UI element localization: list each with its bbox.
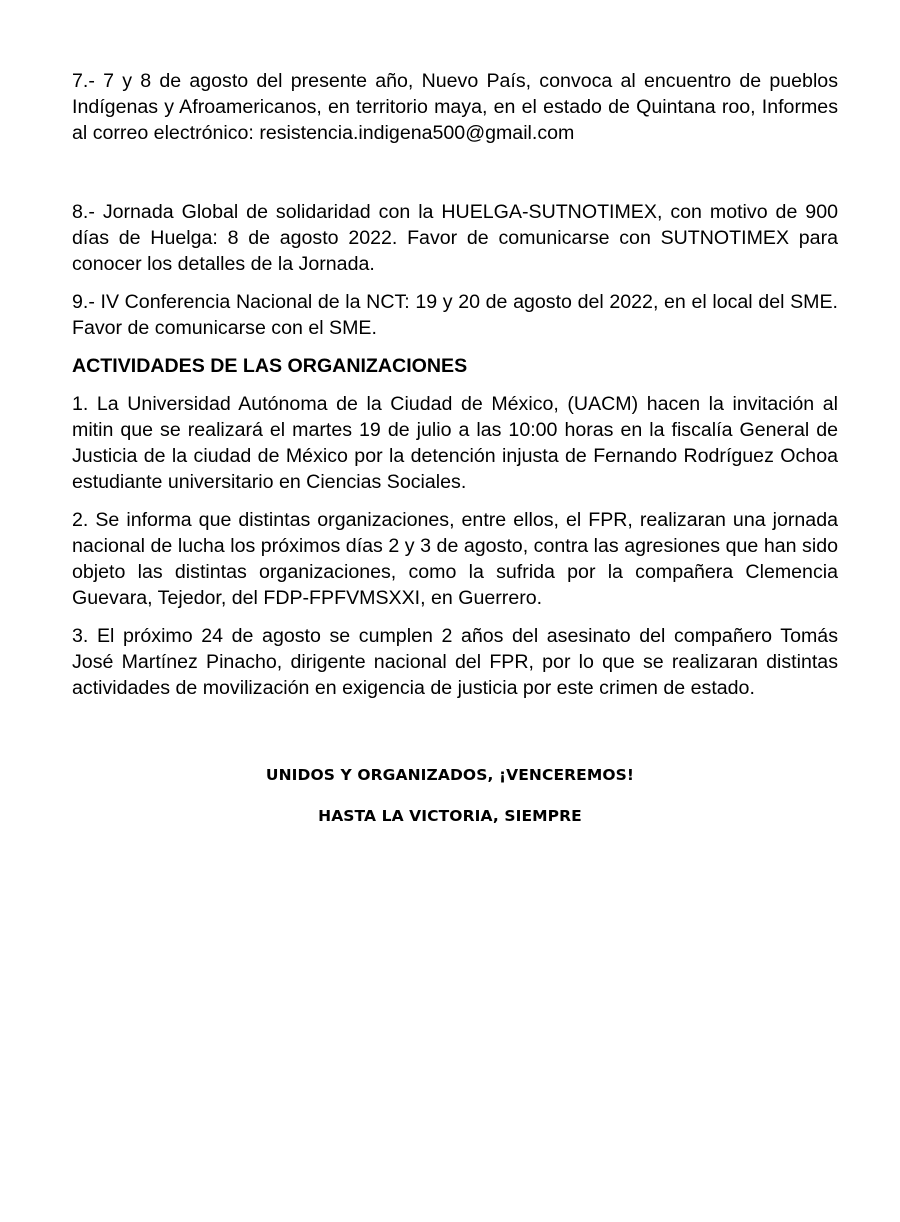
activity-2-paragraph: 2. Se informa que distintas organizaciones, entre ellos, el FPR, realizaran una jornada nacional de lucha los próximos días 2 y 3 de agosto, contra las agresiones que han sido objeto las distintas organizaciones, como la sufrida por la compañera Clemencia Guevara, Tejedor, del FDP-FPFVMSXXI, en Guerrero. bbox=[72, 509, 838, 609]
activity-1-paragraph: 1. La Universidad Autónoma de la Ciudad de México, (UACM) hacen la invitación al mitin que se realizará el martes 19 de julio a las 10:00 horas en la fiscalía General de Justicia de la ciudad de México por la detención injusta de Fernando Rodríguez Ochoa estudiante universitario en Ciencias Sociales. bbox=[72, 393, 838, 493]
activity-3-paragraph: 3. El próximo 24 de agosto se cumplen 2 años del asesinato del compañero Tomás José Martínez Pinacho, dirigente nacional del FPR, por lo que se realizaran distintas actividades de movilización en exigencia de justicia por este crimen de estado. bbox=[72, 625, 838, 699]
closing-signoff: HASTA LA VICTORIA, SIEMPRE bbox=[318, 807, 582, 825]
document-body bbox=[72, 68, 838, 701]
item-9-paragraph: 9.- IV Conferencia Nacional de la NCT: 19 y 20 de agosto del 2022, en el local del SME. Favor de comunicarse con el SME. bbox=[72, 291, 838, 339]
item-7-paragraph: 7.- 7 y 8 de agosto del presente año, Nuevo País, convoca al encuentro de pueblos Indígenas y Afroamericanos, en territorio maya, en el estado de Quintana roo, Informes al correo electrónico: resistencia.indigena500@gmail.com bbox=[72, 70, 838, 144]
section-heading: ACTIVIDADES DE LAS ORGANIZACIONES bbox=[72, 355, 468, 377]
item-8-paragraph: 8.- Jornada Global de solidaridad con la HUELGA-SUTNOTIMEX, con motivo de 900 días de Huelga: 8 de agosto 2022. Favor de comunicarse con SUTNOTIMEX para conocer los detalles de la Jornada. bbox=[72, 201, 838, 275]
closing-slogan: UNIDOS Y ORGANIZADOS, ¡VENCEREMOS! bbox=[265, 766, 635, 784]
